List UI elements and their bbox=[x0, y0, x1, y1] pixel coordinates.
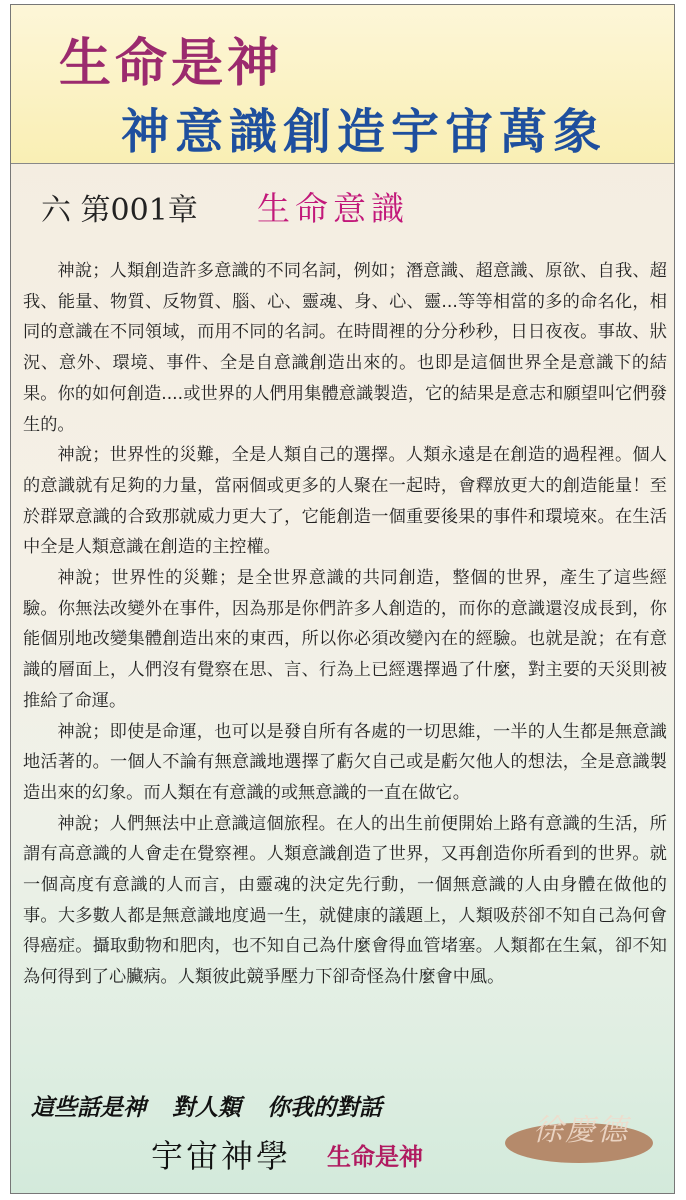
page-frame bbox=[10, 4, 675, 1194]
article-body bbox=[23, 256, 667, 993]
paragraph: 神說；即使是命運，也可以是發自所有各處的一切思維，一半的人生都是無意識地活著的。一個人不論有無意識地選擇了虧欠自己或是虧欠他人的想法，全是意識製造出來的幻象。而人類在有意識的或無意識的一直在做它。 bbox=[23, 721, 667, 803]
chapter-title: 生命意識 bbox=[257, 189, 409, 228]
header-banner bbox=[11, 5, 674, 164]
paragraph: 神說；人類創造許多意識的不同名詞，例如；潛意識、超意識、原欲、自我、超我、能量、物質、反物質、腦、心、靈魂、身、心、靈...等等相當的多的命名化，相同的意識在不同領域，而用不同的名詞。在時間裡的分分秒秒，日日夜夜。事故、狀況、意外、環境、事件、全是自意識創造出來的。也即是這個世界全是意識下的結果。你的如何創造....或世界的人們用集體意識製造，它的結果是意志和願望叫它們發生的。 bbox=[23, 261, 667, 435]
footer-tagline: 這些話是神 對人類 你我的對話 bbox=[31, 1094, 383, 1121]
paragraph: 神說；世界性的災難，全是人類自己的選擇。人類永遠是在創造的過程裡。個人的意識就有足夠的力量，當兩個或更多的人聚在一起時，會釋放更大的創造能量！至於群眾意識的合致那就威力更大了，它能創造一個重要後果的事件和環境來。在生活中全是人類意識在創造的主控權。 bbox=[23, 445, 667, 558]
author-signature: 徐慶德 bbox=[533, 1113, 629, 1148]
paragraph: 神說；人們無法中止意識這個旅程。在人的出生前便開始上路有意識的生活，所謂有高意識的人會走在覺察裡。人類意識創造了世界，又再創造你所看到的世界。就一個高度有意識的人而言，由靈魂的決定先行動，一個無意識的人由身體在做他的事。大多數人都是無意識地度過一生，就健康的議題上，人類吸菸卻不知自己為何會得癌症。攝取動物和肥肉，也不知自己為什麼會得血管堵塞。人類都在生氣，卻不知為何得到了心臟病。人類彼此競爭壓力下卻奇怪為什麼會中風。 bbox=[23, 813, 667, 988]
paragraph: 神說；世界性的災難；是全世界意識的共同創造，整個的世界，產生了這些經驗。你無法改變外在事件，因為那是你們許多人創造的，而你的意識還沒成長到，你能個別地改變集體創造出來的東西，所以你必須改變內在的經驗。也就是說；在有意識的層面上，人們沒有覺察在思、言、行為上已經選擇過了什麼，對主要的天災則被推給了命運。 bbox=[23, 568, 667, 711]
footer-brand-highlight: 生命是神 bbox=[327, 1142, 423, 1171]
footer-brand: 宇宙神學 bbox=[151, 1137, 292, 1175]
main-title: 生命是神 bbox=[59, 34, 284, 94]
chapter-number: 六 第001章 bbox=[41, 193, 198, 228]
subtitle: 神意識創造宇宙萬象 bbox=[121, 104, 608, 160]
